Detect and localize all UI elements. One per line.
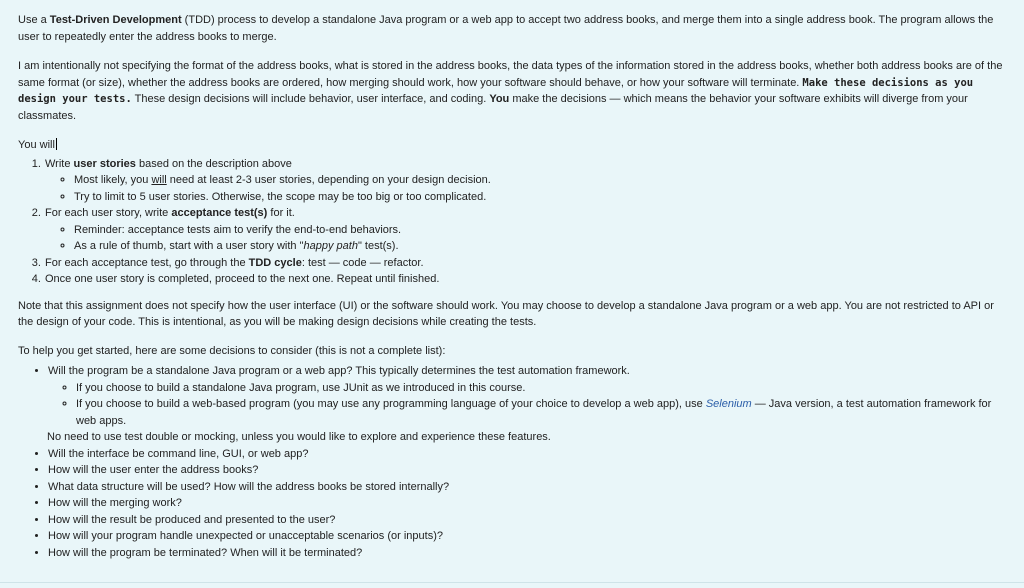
help-intro: To help you get started, here are some decisions to consider (this is not a complete list):: [18, 344, 446, 357]
text-cursor: [56, 138, 57, 150]
question-item: • How will the result be produced and presented to the user?: [48, 512, 1010, 529]
sub-list: [48, 380, 1010, 430]
question-item: • How will the program be terminated? When will it be terminated?: [48, 545, 1010, 562]
intro-paragraph: Use a Test-Driven Development (TDD) process to develop a standalone Java program or a web app to accept two address books, and merge them into a single address book. The program allows the user to repeatedly enter the address books to merge.: [18, 14, 994, 43]
question-item: • Will the interface be command line, GUI, or web app?: [48, 446, 1010, 463]
sub-item: ◦ As a rule of thumb, start with a user story with "happy path" test(s).: [74, 238, 1010, 255]
question-item: • How will the merging work?: [48, 495, 1010, 512]
make-decisions-emphasis: Make these decisions as you design your tests.: [18, 76, 974, 105]
no-need-note: No need to use test double or mocking, unless you would like to explore and experience these features.: [47, 431, 551, 443]
sub-item: ◦ Most likely, you will need at least 2-3 user stories, depending on your design decision.: [74, 172, 1010, 189]
sub-item: ◦ Reminder: acceptance tests aim to verify the end-to-end behaviors.: [74, 222, 1010, 239]
note-paragraph: Note that this assignment does not specify how the user interface (UI) or the software should work. You may choose to develop a standalone Java program or a web app. You are not restricted to API or the design of your code. This is intentional, as you will be making design decisions while creating the tests.: [18, 299, 994, 328]
step-item: 4. Once one user story is completed, proceed to the next one. Repeat until finished.: [44, 271, 1010, 288]
question-item: • How will the user enter the address books?: [48, 462, 1010, 479]
you-will-line[interactable]: You will: [18, 139, 55, 151]
step-item: 1. Write user stories based on the description above ◦ Most likely, you will need at least 2-3 user stories, depending on your design decision. ◦ Try to limit to 5 user stories. Otherwise, the scope may be too big or too complicated.: [44, 156, 1010, 206]
sub-item: ◦ Try to limit to 5 user stories. Otherwise, the scope may be too big or too complicated.: [74, 189, 1010, 206]
selenium-link[interactable]: Selenium: [705, 398, 752, 410]
step-item: 3. For each acceptance test, go through the TDD cycle: test — code — refactor.: [44, 255, 1010, 272]
question-item: • How will your program handle unexpected or unacceptable scenarios (or inputs)?: [48, 528, 1010, 545]
sub-item: ◦ If you choose to build a standalone Java program, use JUnit as we introduced in this course.: [76, 380, 1010, 397]
questions-list: [18, 446, 1010, 562]
steps-list: [18, 156, 1010, 288]
decisions-list: [18, 363, 1010, 429]
design-decisions-paragraph: I am intentionally not specifying the format of the address books, what is stored in the address books, the data types of the information stored in the address books, whether both address books are of the same format (or size), whether the address books are ordered, how merging should work, how your software should behave, or how your software will terminate. Make these decisions as you design your tests. These design decisions will include behavior, user interface, and coding. You make the decisions — which means the behavior your software exhibits will diverge from your classmates.: [18, 60, 1003, 122]
sub-list: [45, 172, 1010, 205]
bottom-divider: [0, 582, 1024, 583]
question-item: • What data structure will be used? How will the address books be stored internally?: [48, 479, 1010, 496]
step-item: 2. For each user story, write acceptance test(s) for it. ◦ Reminder: acceptance tests aim to verify the end-to-end behaviors. ◦ As a rule of thumb, start with a user story with "happy path" test(s).: [44, 205, 1010, 255]
question-item: • Will the program be a standalone Java program or a web app? This typically determines the test automation framework. ◦ If you choose to build a standalone Java program, use JUnit as we introduced in this course. ◦ If you choose to build a web-based program (you may use any programming language of your choice to develop a web app), use Selenium — Java version, a test automation framework for web apps.: [48, 363, 1010, 429]
sub-list: [45, 222, 1010, 255]
assignment-document: [18, 12, 1010, 561]
sub-item: ◦ If you choose to build a web-based program (you may use any programming language of your choice to develop a web app), use Selenium — Java version, a test automation framework for web apps.: [76, 396, 1010, 429]
tdd-term: Test-Driven Development: [49, 14, 182, 26]
